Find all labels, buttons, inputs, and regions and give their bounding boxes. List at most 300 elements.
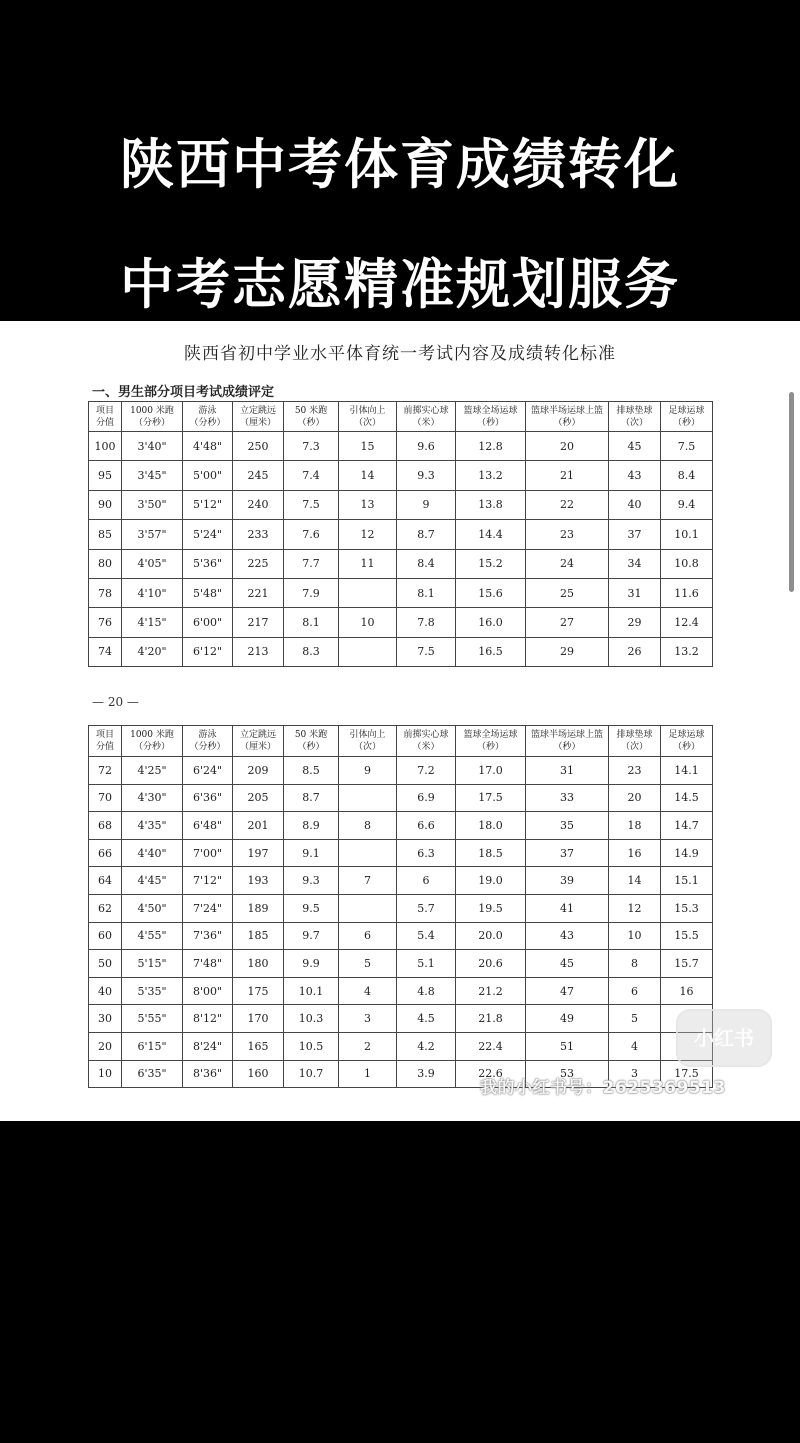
table-cell: 47 xyxy=(526,977,609,1005)
table-cell: 185 xyxy=(233,922,284,950)
table-cell: 240 xyxy=(233,490,284,519)
table-cell: 10 xyxy=(339,608,397,637)
column-header-line: 篮球全场运球 xyxy=(463,405,518,416)
table-cell: 34 xyxy=(609,549,661,578)
table-cell: 12 xyxy=(339,520,397,549)
column-header-line: 排球垫球 xyxy=(616,730,653,740)
table-cell: 15.1 xyxy=(661,867,713,895)
table-cell: 10 xyxy=(609,922,661,950)
table-cell: 10.5 xyxy=(284,1032,339,1060)
column-header-line: （分秒） xyxy=(133,742,170,752)
table-cell: 8 xyxy=(609,950,661,978)
table-cell: 8.9 xyxy=(284,812,339,840)
column-header-line: （秒） xyxy=(476,742,504,752)
column-header-line: 前掷实心球 xyxy=(403,730,449,740)
table-cell: 20.6 xyxy=(456,950,526,978)
column-header xyxy=(456,402,526,432)
table-cell: 29 xyxy=(526,637,609,666)
table-cell: 17.5 xyxy=(456,784,526,812)
table-cell: 233 xyxy=(233,520,284,549)
table-row xyxy=(89,461,713,490)
column-header xyxy=(526,726,609,757)
table-cell: 18.0 xyxy=(456,812,526,840)
table-cell: 23 xyxy=(609,757,661,785)
score-cell: 30 xyxy=(89,1005,122,1033)
column-header-line: （秒） xyxy=(672,742,700,752)
table-cell: 7 xyxy=(339,867,397,895)
table-cell: 4.5 xyxy=(397,1005,456,1033)
table-row xyxy=(89,490,713,519)
table-cell: 7.2 xyxy=(397,757,456,785)
table-cell: 20.0 xyxy=(456,922,526,950)
column-header-line: （次） xyxy=(353,417,381,428)
column-header-line: （次） xyxy=(353,742,381,752)
table-cell: 10.1 xyxy=(284,977,339,1005)
column-header-line: （秒） xyxy=(297,742,325,752)
column-header-line: （次） xyxy=(620,742,648,752)
table-cell: 17.5 xyxy=(661,1060,713,1088)
table-cell: 6.6 xyxy=(397,812,456,840)
table-cell: 7.4 xyxy=(284,461,339,490)
table-cell: 201 xyxy=(233,812,284,840)
table-cell: 21 xyxy=(526,461,609,490)
table-cell: 40 xyxy=(609,490,661,519)
table-cell: 7'24" xyxy=(183,894,233,922)
table-row xyxy=(89,867,713,895)
table-cell: 53 xyxy=(526,1060,609,1088)
table-cell: 6.3 xyxy=(397,839,456,867)
table-cell: 15.5 xyxy=(661,922,713,950)
table-cell: 7.7 xyxy=(284,549,339,578)
table-cell: 11.6 xyxy=(661,578,713,607)
table-cell: 9.5 xyxy=(284,894,339,922)
table-cell: 19.0 xyxy=(456,867,526,895)
table-cell: 51 xyxy=(526,1032,609,1060)
table-cell: 4'48" xyxy=(183,432,233,461)
table-cell: 7.9 xyxy=(284,578,339,607)
table-cell: 4'15" xyxy=(122,608,183,637)
table-cell: 193 xyxy=(233,867,284,895)
table-cell: 15.2 xyxy=(456,549,526,578)
column-header-line: （秒） xyxy=(553,417,581,428)
column-header-line: （米） xyxy=(412,417,440,428)
table-cell: 225 xyxy=(233,549,284,578)
table-row xyxy=(89,520,713,549)
table-cell: 7.3 xyxy=(284,432,339,461)
table-row xyxy=(89,839,713,867)
table-cell: 7'48" xyxy=(183,950,233,978)
column-header xyxy=(339,726,397,757)
table-cell: 5'36" xyxy=(183,549,233,578)
banner-title-line-1: 陕西中考体育成绩转化 xyxy=(120,133,680,196)
table-row xyxy=(89,1005,713,1033)
score-cell: 100 xyxy=(89,432,122,461)
table-cell: 6'12" xyxy=(183,637,233,666)
score-cell: 62 xyxy=(89,894,122,922)
score-cell: 20 xyxy=(89,1032,122,1060)
table-cell: 189 xyxy=(233,894,284,922)
table-cell: 5'35" xyxy=(122,977,183,1005)
table-cell: 13.2 xyxy=(456,461,526,490)
table-cell: 37 xyxy=(526,839,609,867)
table-cell: 9.7 xyxy=(284,922,339,950)
column-header-line: 1000 米跑 xyxy=(130,730,174,740)
score-cell: 40 xyxy=(89,977,122,1005)
column-header-line: 引体向上 xyxy=(349,730,386,740)
table-cell: 4'45" xyxy=(122,867,183,895)
table-row xyxy=(89,812,713,840)
table-cell: 8.4 xyxy=(397,549,456,578)
table-cell: 8 xyxy=(339,812,397,840)
table-cell: 5.4 xyxy=(397,922,456,950)
table-cell: 3'50" xyxy=(122,490,183,519)
table-cell: 14.1 xyxy=(661,757,713,785)
table-cell: 6'15" xyxy=(122,1032,183,1060)
table-cell: 5.1 xyxy=(397,950,456,978)
table-cell: 45 xyxy=(609,432,661,461)
column-header-line: （次） xyxy=(620,417,648,428)
table-cell: 4'40" xyxy=(122,839,183,867)
score-cell: 95 xyxy=(89,461,122,490)
table-cell: 9.3 xyxy=(397,461,456,490)
table-cell: 12 xyxy=(609,894,661,922)
table-cell: 4'30" xyxy=(122,784,183,812)
score-table-2 xyxy=(88,725,713,1088)
table-cell: 8.3 xyxy=(284,637,339,666)
table-cell: 9.4 xyxy=(661,490,713,519)
table-cell: 165 xyxy=(233,1032,284,1060)
table-row xyxy=(89,637,713,666)
table-cell: 180 xyxy=(233,950,284,978)
score-cell: 80 xyxy=(89,549,122,578)
table-cell: 10.7 xyxy=(284,1060,339,1088)
table-cell: 5'15" xyxy=(122,950,183,978)
table-cell: 4'05" xyxy=(122,549,183,578)
table-cell: 43 xyxy=(609,461,661,490)
table-cell: 7.8 xyxy=(397,608,456,637)
column-header-line: 1000 米跑 xyxy=(130,405,174,416)
column-header-line: （米） xyxy=(412,742,440,752)
column-header-line: 项目 xyxy=(95,730,114,740)
table-cell: 170 xyxy=(233,1005,284,1033)
table-cell: 9 xyxy=(397,490,456,519)
table-cell: 16 xyxy=(609,839,661,867)
score-cell: 90 xyxy=(89,490,122,519)
column-header-line: 游泳 xyxy=(198,730,217,740)
table-cell: 31 xyxy=(526,757,609,785)
table-cell xyxy=(339,784,397,812)
column-header-line: （厘米） xyxy=(239,417,276,428)
table-cell: 8.4 xyxy=(661,461,713,490)
table-cell xyxy=(339,839,397,867)
table-cell: 10.8 xyxy=(661,549,713,578)
table-cell: 9.9 xyxy=(284,950,339,978)
column-header xyxy=(233,402,284,432)
table-cell: 4'20" xyxy=(122,637,183,666)
table-cell: 24 xyxy=(526,549,609,578)
table-row xyxy=(89,977,713,1005)
table-cell: 10.1 xyxy=(661,520,713,549)
table-cell: 14.7 xyxy=(661,812,713,840)
score-cell: 76 xyxy=(89,608,122,637)
table-cell: 19.5 xyxy=(456,894,526,922)
table-cell: 4 xyxy=(609,1032,661,1060)
table-cell: 8'00" xyxy=(183,977,233,1005)
table-row xyxy=(89,922,713,950)
table-cell: 6 xyxy=(609,977,661,1005)
table-cell: 8.7 xyxy=(284,784,339,812)
table-cell: 22.4 xyxy=(456,1032,526,1060)
table-cell: 7'36" xyxy=(183,922,233,950)
table-cell: 8'24" xyxy=(183,1032,233,1060)
table-cell: 6'36" xyxy=(183,784,233,812)
table-cell: 3.9 xyxy=(397,1060,456,1088)
table-cell: 213 xyxy=(233,637,284,666)
table-cell: 6'00" xyxy=(183,608,233,637)
table-cell: 6'35" xyxy=(122,1060,183,1088)
score-cell: 50 xyxy=(89,950,122,978)
column-header xyxy=(397,402,456,432)
table-cell: 22.6 xyxy=(456,1060,526,1088)
table-row xyxy=(89,757,713,785)
column-header xyxy=(89,402,122,432)
table-cell: 4'50" xyxy=(122,894,183,922)
column-header-line: （秒） xyxy=(297,417,325,428)
table-cell: 3 xyxy=(609,1060,661,1088)
table-cell: 250 xyxy=(233,432,284,461)
column-header xyxy=(456,726,526,757)
table-cell: 4.2 xyxy=(397,1032,456,1060)
column-header-line: （分秒） xyxy=(189,417,226,428)
table-cell: 217 xyxy=(233,608,284,637)
table-cell: 20 xyxy=(526,432,609,461)
column-header-line: （秒） xyxy=(553,742,581,752)
column-header xyxy=(609,726,661,757)
column-header xyxy=(122,402,183,432)
table-cell: 9 xyxy=(339,757,397,785)
table-cell: 5'00" xyxy=(183,461,233,490)
column-header-line: 立定跳远 xyxy=(239,405,276,416)
score-cell: 72 xyxy=(89,757,122,785)
table-cell: 205 xyxy=(233,784,284,812)
column-header-line: 排球垫球 xyxy=(616,405,653,416)
table-cell: 10.3 xyxy=(284,1005,339,1033)
table-row xyxy=(89,608,713,637)
table-cell xyxy=(339,637,397,666)
table-cell: 7.5 xyxy=(397,637,456,666)
score-cell: 10 xyxy=(89,1060,122,1088)
table-cell: 22 xyxy=(526,490,609,519)
table-cell: 21.8 xyxy=(456,1005,526,1033)
table-cell: 8'12" xyxy=(183,1005,233,1033)
table-cell: 6'24" xyxy=(183,757,233,785)
table-cell: 160 xyxy=(233,1060,284,1088)
column-header-line: （秒） xyxy=(672,417,700,428)
column-header-line: 篮球半场运球上篮 xyxy=(530,730,603,740)
score-cell: 74 xyxy=(89,637,122,666)
table-cell: 26 xyxy=(609,637,661,666)
table-cell: 4'25" xyxy=(122,757,183,785)
table-cell: 43 xyxy=(526,922,609,950)
column-header-line: 项目 xyxy=(95,405,114,416)
table-row xyxy=(89,578,713,607)
table-cell: 18 xyxy=(609,812,661,840)
table-cell: 7'12" xyxy=(183,867,233,895)
table-cell: 20 xyxy=(609,784,661,812)
column-header-line: 50 米跑 xyxy=(294,405,328,416)
table-cell: 18.5 xyxy=(456,839,526,867)
column-header-line: （秒） xyxy=(476,417,504,428)
column-header-line: （分秒） xyxy=(133,417,170,428)
table-cell: 41 xyxy=(526,894,609,922)
column-header-line: 立定跳远 xyxy=(239,730,276,740)
column-header-line: 引体向上 xyxy=(349,405,386,416)
column-header-line: 游泳 xyxy=(198,405,217,416)
column-header-line: （分秒） xyxy=(189,742,226,752)
table-row xyxy=(89,950,713,978)
table-row xyxy=(89,432,713,461)
column-header xyxy=(183,402,233,432)
table-cell: 8.1 xyxy=(284,608,339,637)
table-cell xyxy=(339,578,397,607)
table-cell: 175 xyxy=(233,977,284,1005)
scrollbar-thumb[interactable] xyxy=(789,392,794,592)
watermark-id-text: 我的小红书号：2625369513 xyxy=(480,1078,726,1098)
table-cell: 4'35" xyxy=(122,812,183,840)
table-cell: 5'48" xyxy=(183,578,233,607)
column-header xyxy=(526,402,609,432)
table-cell: 7.5 xyxy=(284,490,339,519)
score-cell: 64 xyxy=(89,867,122,895)
column-header-line: 足球运球 xyxy=(668,405,705,416)
table-cell: 16.0 xyxy=(456,608,526,637)
column-header xyxy=(661,726,713,757)
table-cell: 6 xyxy=(397,867,456,895)
page-number: — 20 — xyxy=(92,695,139,709)
column-header xyxy=(339,402,397,432)
table-cell: 17.0 xyxy=(456,757,526,785)
column-header xyxy=(397,726,456,757)
column-header-line: 篮球半场运球上篮 xyxy=(530,405,603,416)
table-cell: 221 xyxy=(233,578,284,607)
table-cell: 197 xyxy=(233,839,284,867)
table-cell: 6 xyxy=(339,922,397,950)
table-cell: 14 xyxy=(339,461,397,490)
column-header-line: 50 米跑 xyxy=(294,730,328,740)
document-title: 陕西省初中学业水平体育统一考试内容及成绩转化标准 xyxy=(184,344,616,364)
table-cell: 5'55" xyxy=(122,1005,183,1033)
table-cell: 3'40" xyxy=(122,432,183,461)
column-header-line: 篮球全场运球 xyxy=(463,730,518,740)
table-cell: 14.5 xyxy=(661,784,713,812)
score-cell: 78 xyxy=(89,578,122,607)
table-cell: 37 xyxy=(609,520,661,549)
table-cell: 25 xyxy=(526,578,609,607)
table-cell: 23 xyxy=(526,520,609,549)
table-cell: 16 xyxy=(661,977,713,1005)
document-scan xyxy=(0,321,800,1121)
table-row xyxy=(89,1032,713,1060)
table-cell: 8'36" xyxy=(183,1060,233,1088)
table-row xyxy=(89,784,713,812)
column-header-line: 前掷实心球 xyxy=(403,405,449,416)
score-cell: 60 xyxy=(89,922,122,950)
table-cell: 12.8 xyxy=(456,432,526,461)
table-cell: 8.5 xyxy=(284,757,339,785)
table-cell: 245 xyxy=(233,461,284,490)
table-cell: 4'10" xyxy=(122,578,183,607)
column-header-line: 分值 xyxy=(95,417,114,428)
table-cell: 9.1 xyxy=(284,839,339,867)
column-header xyxy=(122,726,183,757)
table-cell: 39 xyxy=(526,867,609,895)
table-cell: 5 xyxy=(609,1005,661,1033)
column-header xyxy=(284,726,339,757)
table-cell: 15.6 xyxy=(456,578,526,607)
table-cell: 7.5 xyxy=(661,432,713,461)
score-table-1 xyxy=(88,401,713,667)
table-cell: 8.1 xyxy=(397,578,456,607)
score-cell: 66 xyxy=(89,839,122,867)
table-cell: 9.6 xyxy=(397,432,456,461)
table-cell: 7.6 xyxy=(284,520,339,549)
table-cell: 12.4 xyxy=(661,608,713,637)
table-header-row xyxy=(89,726,713,757)
column-header xyxy=(89,726,122,757)
table-cell: 15 xyxy=(339,432,397,461)
table-cell: 21.2 xyxy=(456,977,526,1005)
table-row xyxy=(89,894,713,922)
table-cell: 6'48" xyxy=(183,812,233,840)
table-cell: 33 xyxy=(526,784,609,812)
table-cell: 3'57" xyxy=(122,520,183,549)
table-cell: 27 xyxy=(526,608,609,637)
table-cell: 209 xyxy=(233,757,284,785)
column-header xyxy=(183,726,233,757)
column-header xyxy=(233,726,284,757)
table-cell: 3 xyxy=(339,1005,397,1033)
column-header-line: 足球运球 xyxy=(668,730,705,740)
table-cell: 6.9 xyxy=(397,784,456,812)
table-cell xyxy=(339,894,397,922)
table-cell: 15.7 xyxy=(661,950,713,978)
banner-title-line-2: 中考志愿精准规划服务 xyxy=(120,253,680,316)
table-cell: 8.7 xyxy=(397,520,456,549)
table-cell: 14.4 xyxy=(456,520,526,549)
table-cell: 13.2 xyxy=(661,637,713,666)
column-header xyxy=(661,402,713,432)
table-cell: 4 xyxy=(339,977,397,1005)
column-header xyxy=(284,402,339,432)
column-header-line: 分值 xyxy=(95,742,114,752)
table-cell: 29 xyxy=(609,608,661,637)
score-cell: 85 xyxy=(89,520,122,549)
watermark-logo: 小红书 xyxy=(676,1009,772,1067)
table-cell: 31 xyxy=(609,578,661,607)
table-cell: 13 xyxy=(339,490,397,519)
table-cell: 1 xyxy=(339,1060,397,1088)
table-cell: 13.8 xyxy=(456,490,526,519)
table-cell: 7'00" xyxy=(183,839,233,867)
table-cell: 14 xyxy=(609,867,661,895)
table-header-row xyxy=(89,402,713,432)
table-cell: 5'12" xyxy=(183,490,233,519)
table-cell: 4.8 xyxy=(397,977,456,1005)
column-header xyxy=(609,402,661,432)
section-heading: 一、男生部分项目考试成绩评定 xyxy=(92,385,275,400)
table-cell: 49 xyxy=(526,1005,609,1033)
table-cell: 5 xyxy=(339,950,397,978)
